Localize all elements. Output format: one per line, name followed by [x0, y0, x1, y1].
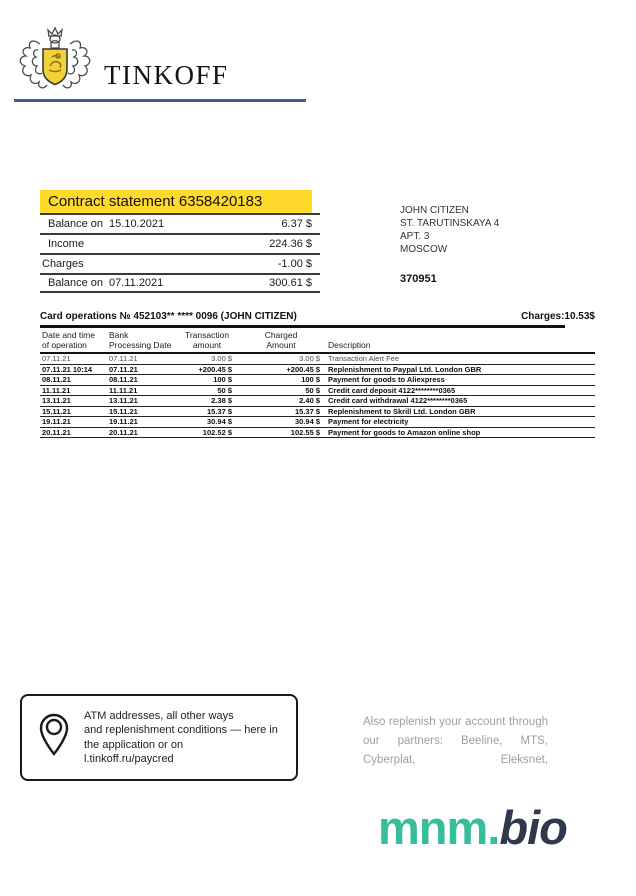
cell-processing-date: 11.11.21	[109, 385, 138, 395]
cell-description: Credit card deposit 4122********0365	[328, 385, 456, 395]
cell-charged-amount: 30.94 $	[294, 417, 320, 426]
row-label: Charges	[42, 257, 84, 270]
cell-charged-amount: 102.55 $	[290, 427, 320, 437]
table-row	[40, 375, 595, 386]
cell-processing-date: 20.11.21	[109, 427, 138, 437]
cell-processing-date: 07.11.21	[109, 364, 138, 374]
cell-date: 19.11.21	[42, 417, 71, 426]
cell-charged-amount: 100 $	[301, 375, 320, 384]
row-label: Balance on	[48, 217, 104, 230]
recipient-apartment: APT. 3	[400, 231, 430, 242]
atm-note	[84, 709, 278, 767]
cell-charged-amount: 50 $	[305, 385, 320, 395]
row-label: Income	[48, 237, 85, 250]
table-row	[40, 417, 595, 428]
card-operations-titlebar	[40, 311, 595, 322]
cell-processing-date: 08.11.21	[109, 375, 138, 384]
watermark-secondary: bio	[499, 801, 567, 854]
cell-description: Payment for electricity	[328, 417, 409, 426]
location-pin-icon	[38, 712, 70, 763]
card-operations-title: Card operations № 452103** **** 0096 (JOHN CITIZEN)	[40, 311, 297, 322]
table-header-row	[40, 328, 595, 354]
atm-note-line: the application or on	[84, 738, 184, 751]
recipient-address-block	[400, 204, 499, 286]
card-operations-charges-total: Charges:10.53$	[521, 311, 595, 322]
watermark-primary: mnm.	[378, 801, 500, 854]
cell-date: 20.11.21	[42, 427, 71, 437]
statement-title: Contract statement 6358420183	[40, 190, 312, 213]
row-value: 300.61 $	[269, 276, 312, 289]
cell-date: 11.11.21	[42, 385, 71, 395]
statement-row-income	[40, 233, 320, 253]
row-date: 15.10.2021	[109, 217, 165, 230]
cell-description: Payment for goods to Amazon online shop	[328, 427, 481, 437]
column-header-date: Date and time of operation	[42, 330, 95, 350]
column-header-charged-amount: Charged Amount	[264, 330, 298, 350]
cell-processing-date: 13.11.21	[109, 396, 138, 405]
cell-date: 13.11.21	[42, 396, 71, 405]
row-label: Balance on	[48, 276, 104, 289]
recipient-street: ST. TARUTINSKAYA 4	[400, 218, 500, 229]
recipient-name: JOHN CITIZEN	[400, 205, 469, 216]
cell-transaction-amount: 3.00 $	[211, 354, 232, 363]
cell-processing-date: 15.11.21	[109, 406, 138, 416]
cell-transaction-amount: 30.94 $	[206, 417, 232, 426]
table-row	[40, 386, 595, 397]
row-value: 224.36 $	[269, 237, 312, 250]
cell-processing-date: 07.11.21	[109, 354, 138, 363]
table-row	[40, 407, 595, 418]
statement-row-opening-balance	[40, 213, 320, 233]
cell-date: 15.11.21	[42, 406, 71, 416]
contract-statement-block	[40, 190, 320, 293]
partners-note: Also replenish your account through our partners: Beeline, MTS, Cyberplat, Eleksnet,	[363, 716, 548, 766]
atm-note-link: l.tinkoff.ru/paycred	[84, 753, 174, 765]
statement-row-closing-balance	[40, 273, 320, 293]
column-header-processing-date: Bank Processing Date	[109, 330, 172, 350]
cell-charged-amount: 2.40 $	[299, 396, 320, 405]
cell-description: Credit card withdrawal 4122********0365	[328, 396, 468, 405]
atm-note-line: and replenishment conditions — here in	[84, 724, 278, 736]
column-header-description: Description	[328, 339, 371, 350]
header-divider	[14, 99, 306, 102]
cell-transaction-amount: 2.38 $	[211, 396, 232, 405]
row-value: -1.00 $	[277, 257, 312, 270]
row-date: 07.11.2021	[109, 276, 164, 289]
recipient-postal-code: 370951	[400, 273, 437, 285]
mnm-bio-watermark	[378, 800, 567, 855]
table-row	[40, 365, 595, 376]
atm-info-box	[20, 694, 298, 781]
row-value: 6.37 $	[281, 217, 312, 230]
cell-description: Replenishment to Paypal Ltd. London GBR	[328, 364, 482, 374]
cell-transaction-amount: 50 $	[217, 385, 232, 395]
cell-charged-amount: +200.45 $	[286, 364, 320, 374]
cell-charged-amount: 15.37 $	[294, 406, 320, 416]
brand-wordmark: TINKOFF	[104, 60, 229, 90]
cell-transaction-amount: 102.52 $	[202, 427, 232, 437]
cell-date: 07.11.21	[42, 354, 71, 363]
cell-date: 07.11.21 10:14	[42, 364, 93, 374]
cell-charged-amount: 3.00 $	[299, 354, 320, 363]
card-operations-section	[40, 311, 595, 438]
tinkoff-crest-logo	[14, 26, 96, 101]
cell-description: Payment for goods to Aliexpress	[328, 375, 445, 384]
cell-transaction-amount: +200.45 $	[198, 364, 232, 374]
cell-transaction-amount: 100 $	[213, 375, 232, 384]
statement-row-charges	[40, 253, 320, 273]
coat-of-arms-icon	[14, 26, 96, 96]
table-row	[40, 428, 595, 439]
recipient-city: MOSCOW	[400, 244, 448, 255]
atm-note-line: ATM addresses, all other ways	[84, 709, 234, 722]
cell-description: Transaction Alert Fee	[328, 354, 400, 363]
cell-description: Replenishment to Skrill Ltd. London GBR	[328, 406, 476, 416]
cell-transaction-amount: 15.37 $	[206, 406, 232, 416]
table-row	[40, 396, 595, 407]
cell-date: 08.11.21	[42, 375, 71, 384]
column-header-transaction-amount: Transaction amount	[184, 330, 230, 350]
table-row	[40, 354, 595, 365]
cell-processing-date: 19.11.21	[109, 417, 138, 426]
